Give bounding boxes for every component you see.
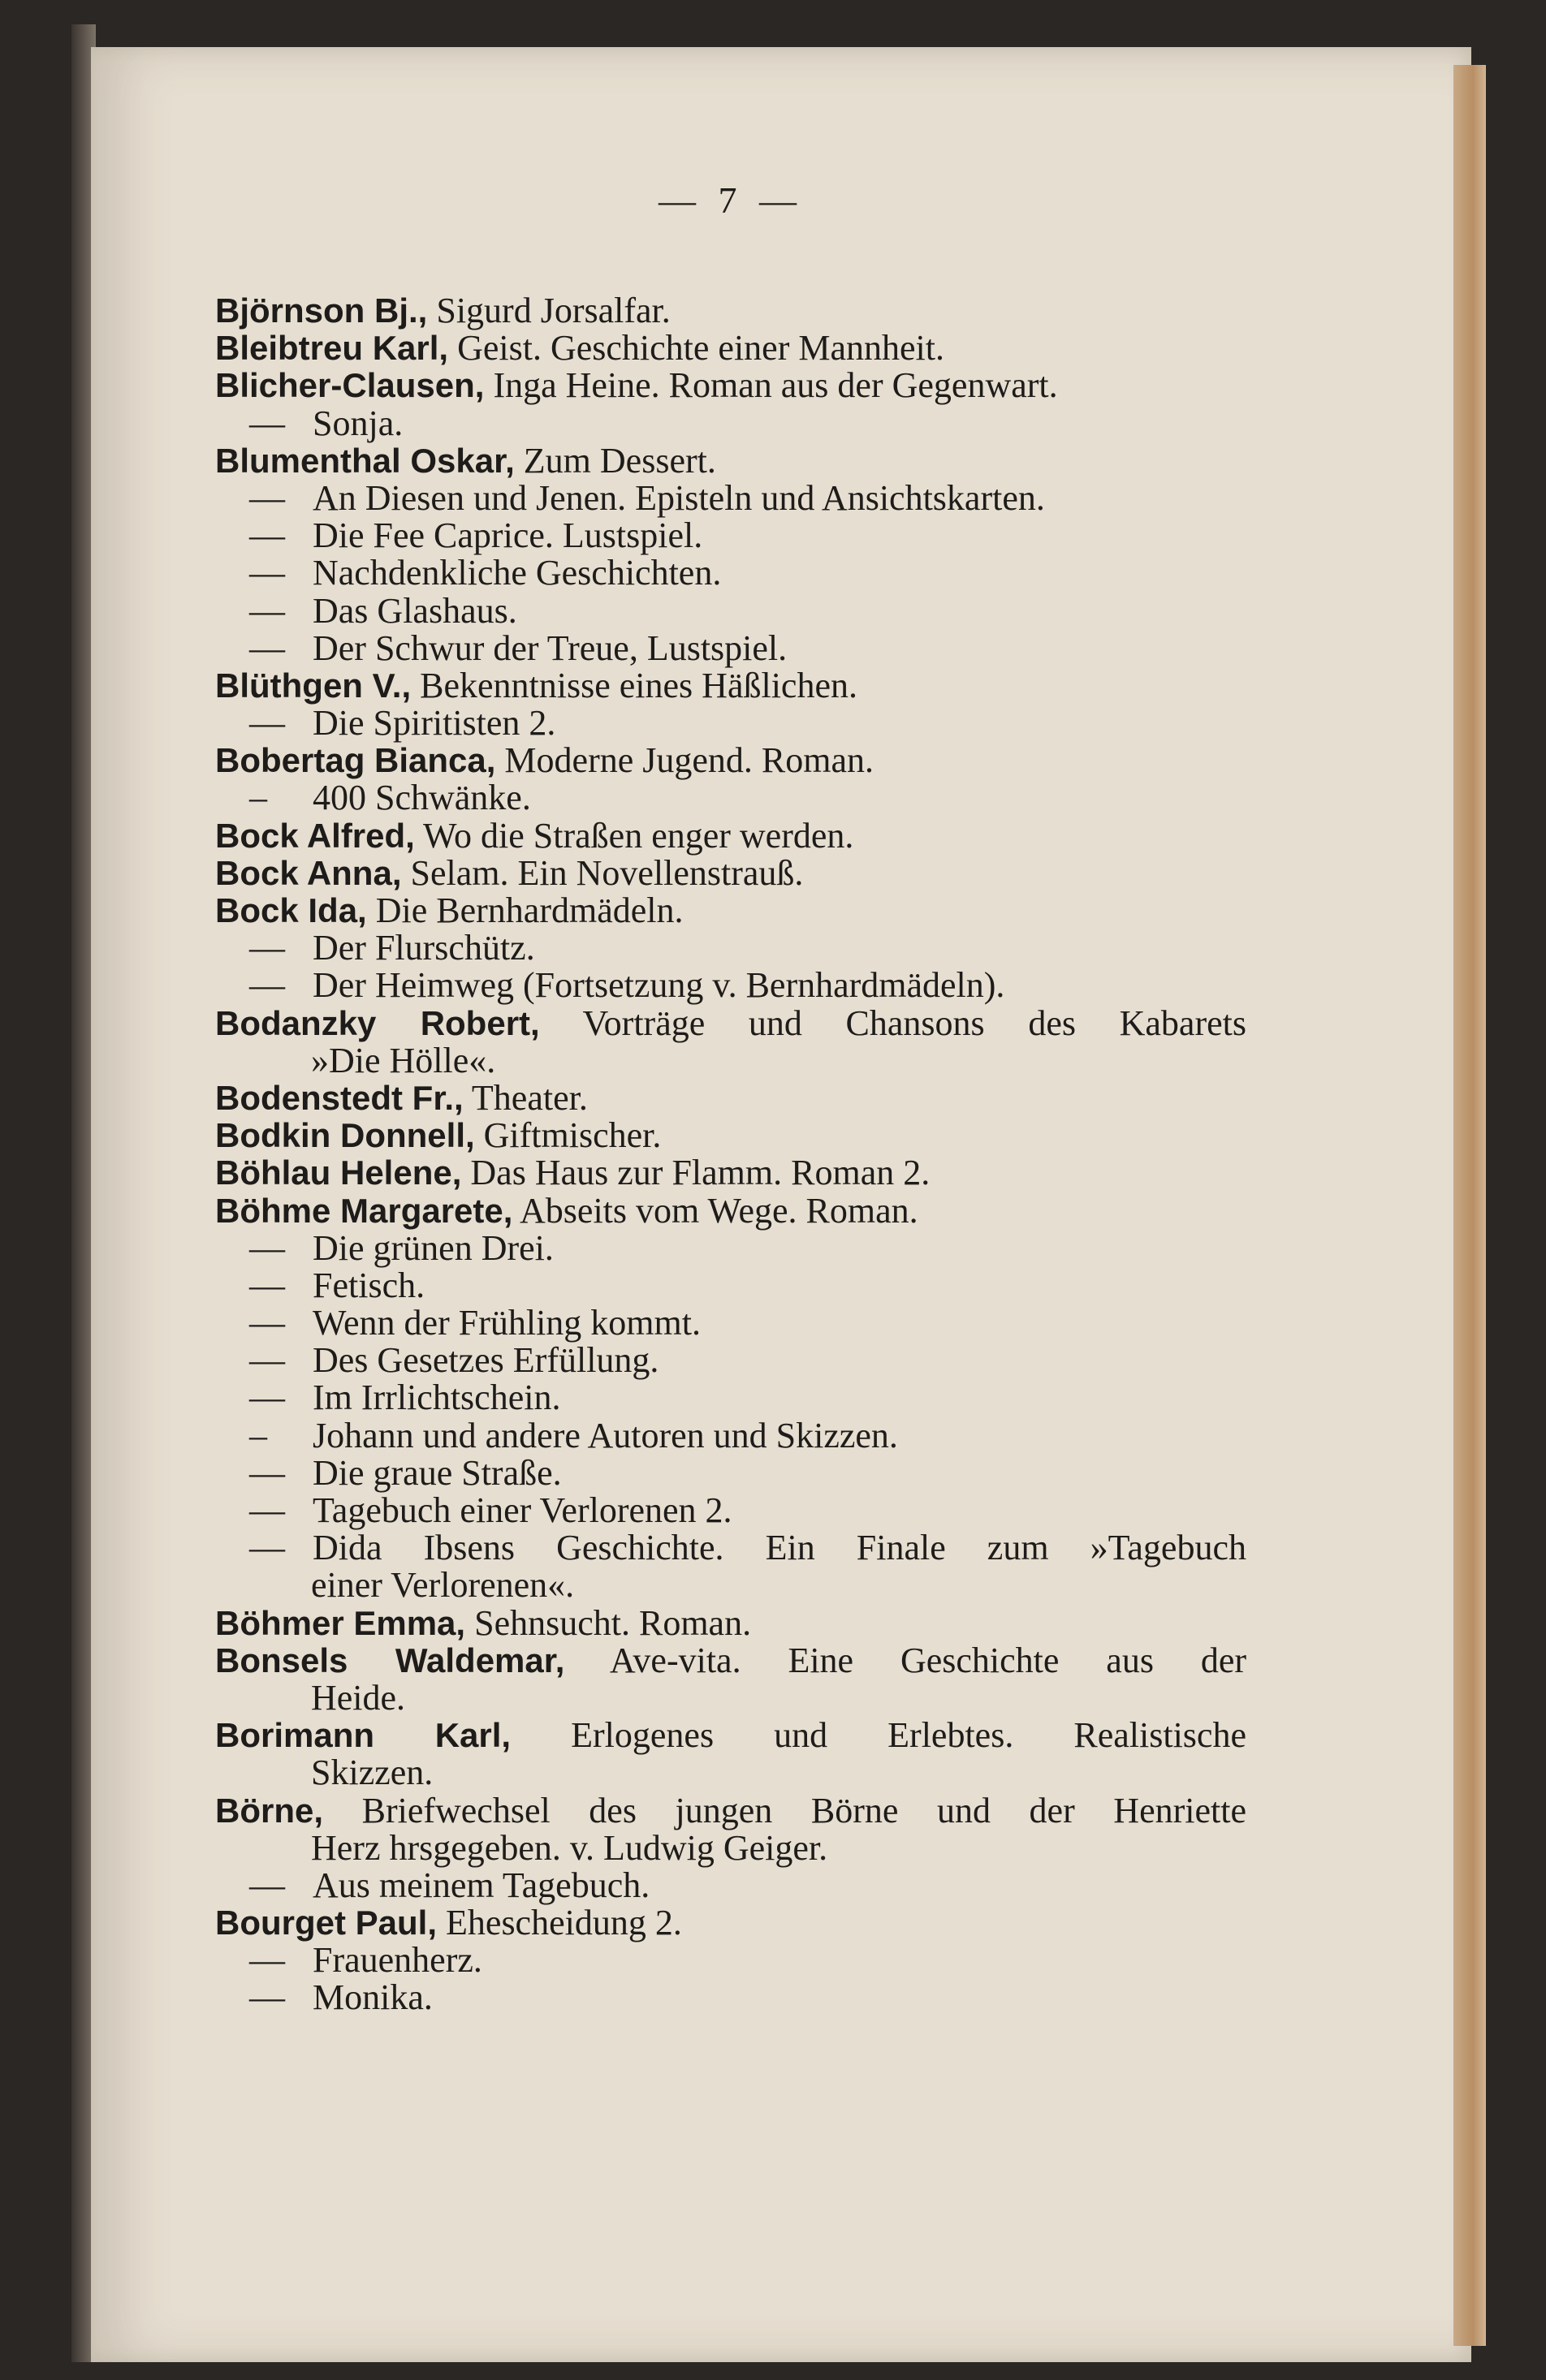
bibliography-entry [215,590,1246,631]
bibliography-entry [215,892,1246,929]
author-name: Bock Alfred, [215,816,415,855]
bibliography-entry [215,477,1246,518]
work-title: Moderne Jugend. Roman. [495,740,874,781]
work-title: Der Schwur der Treue, Lustspiel. [313,627,788,668]
ditto-dash: — [249,1940,285,1981]
bibliography-entry [215,1529,1246,1567]
bibliography-entry [215,442,1246,480]
author-name: Böhmer Emma, [215,1603,466,1642]
work-title: Der Flurschütz. [313,928,535,968]
work-title: Monika. [313,1977,433,2018]
ditto-dash: — [249,515,285,556]
work-title: Die Spiritisten 2. [313,703,556,744]
work-title: Ave-vita. Eine Geschichte aus der [564,1640,1246,1680]
work-title: Fetisch. [313,1265,425,1305]
bibliography-entry [215,1154,1246,1192]
bibliography-entry [215,1904,1246,1942]
bibliography-entry [215,1602,1246,1643]
work-title: Die Fee Caprice. Lustspiel. [313,515,703,556]
ditto-dash: — [249,1865,285,1905]
bibliography-list [215,292,1246,2017]
bibliography-entry [215,330,1246,367]
work-title: Inga Heine. Roman aus der Gegenwart. [484,365,1058,406]
bibliography-entry [215,852,1246,893]
bibliography-entry [215,667,1246,705]
work-title: Das Haus zur Flamm. Roman 2. [461,1153,931,1193]
ditto-dash: — [249,928,285,968]
bibliography-entry [215,1979,1246,2016]
bibliography-entry [215,1077,1246,1118]
bibliography-entry: einer Verlorenen«. [311,1565,575,1606]
ditto-dash: — [249,553,285,593]
bibliography-entry [215,1717,1246,1754]
bibliography-entry [215,1379,1246,1416]
bibliography-entry [215,1792,1246,1830]
ditto-dash: — [249,1303,285,1343]
work-title: Der Heimweg (Fortsetzung v. Bernhardmädeln). [313,965,1005,1006]
bibliography-entry [215,405,1246,442]
work-title: Giftmischer. [474,1115,662,1156]
author-name: Bourget Paul, [215,1904,438,1942]
work-title: Johann und andere Autoren und Skizzen. [313,1415,898,1455]
work-title: Die grünen Drei. [313,1227,554,1268]
work-title: An Diesen und Jenen. Episteln und Ansichtskarten. [313,477,1045,518]
bibliography-entry [215,1867,1246,1904]
author-name: Bodanzky Robert, [215,1003,540,1042]
ditto-dash: — [249,1340,285,1381]
work-title: Sehnsucht. Roman. [465,1602,752,1643]
work-title: Geist. Geschichte einer Mannheit. [448,328,944,369]
work-title: Wenn der Frühling kommt. [313,1303,701,1343]
ditto-dash: — [249,590,285,631]
ditto-dash: – [249,778,267,818]
bibliography-entry [215,517,1246,554]
ditto-dash: — [249,403,285,443]
bibliography-entry [215,554,1246,592]
ditto-dash: — [249,1528,285,1568]
author-name: Borimann Karl, [215,1716,512,1755]
bibliography-entry [215,367,1246,404]
author-name: Blüthgen V., [215,666,412,705]
work-title: Dida Ibsens Geschichte. Ein Finale zum »Tagebuch [313,1528,1246,1568]
ditto-dash: — [249,477,285,518]
bibliography-entry [215,1642,1246,1679]
bibliography-entry [215,817,1246,855]
work-title: Sigurd Jorsalfar. [427,291,671,330]
work-title: Briefwechsel des jungen Börne und der Henriette [323,1790,1246,1830]
bibliography-entry [215,1227,1246,1268]
bibliography-entry [215,1192,1246,1230]
work-title: Abseits vom Wege. Roman. [512,1190,918,1231]
ditto-dash: – [249,1415,267,1455]
work-title: Das Glashaus. [313,590,517,631]
author-name: Blicher-Clausen, [215,366,485,405]
bibliography-entry [215,742,1246,779]
bibliography-entry [215,779,1246,817]
author-name: Bock Ida, [215,891,367,929]
author-name: Björnson Bj., [215,291,428,330]
work-title: Sonja. [313,403,404,443]
work-title: Ehescheidung 2. [437,1903,682,1943]
work-title: 400 Schwänke. [313,778,531,818]
author-name: Bock Anna, [215,853,402,892]
ditto-dash: — [249,1977,285,2018]
bibliography-entry [215,1117,1246,1154]
work-title: Selam. Ein Novellenstrauß. [401,852,804,893]
ditto-dash: — [249,1490,285,1530]
ditto-dash: — [249,1227,285,1268]
author-name: Bodkin Donnell, [215,1116,475,1155]
bibliography-entry [215,1942,1246,1979]
bibliography-entry [215,1267,1246,1304]
bibliography-entry: »Die Hölle«. [311,1040,496,1080]
work-title: Wo die Straßen enger werden. [414,815,854,856]
bibliography-entry: Heide. [311,1677,406,1718]
bibliography-entry [215,929,1246,967]
work-title: Vorträge und Chansons des Kabarets [539,1002,1246,1043]
work-title: Erlogenes und Erlebtes. Realistische [511,1715,1246,1756]
author-name: Böhme Margarete, [215,1191,513,1230]
bibliography-entry [215,292,1246,330]
ditto-dash: — [249,1378,285,1418]
work-title: Theater. [463,1077,588,1118]
page-number: — 7 — [659,179,803,221]
work-title: Die Bernhardmädeln. [366,890,684,930]
author-name: Bonsels Waldemar, [215,1641,565,1679]
work-title: Aus meinem Tagebuch. [313,1865,650,1905]
author-name: Bleibtreu Karl, [215,329,449,368]
work-title: Bekenntnisse eines Häßlichen. [411,665,857,705]
author-name: Böhlau Helene, [215,1153,462,1192]
bibliography-entry [215,1342,1246,1379]
work-title: Frauenherz. [313,1940,482,1981]
bibliography-entry [215,1002,1246,1043]
ditto-dash: — [249,1452,285,1493]
work-title: Im Irrlichtschein. [313,1378,561,1418]
bibliography-entry: Skizzen. [311,1753,434,1793]
ditto-dash: — [249,1265,285,1305]
work-title: Zum Dessert. [514,440,716,481]
bibliography-entry [215,1452,1246,1493]
ditto-dash: — [249,965,285,1006]
author-name: Börne, [215,1791,324,1830]
author-name: Bodenstedt Fr., [215,1078,464,1117]
page-edges [1453,65,1486,2346]
work-title: Tagebuch einer Verlorenen 2. [313,1490,732,1530]
bibliography-entry [215,1417,1246,1455]
bibliography-entry [215,627,1246,668]
bibliography-entry [215,1492,1246,1529]
work-title: Die graue Straße. [313,1452,562,1493]
bibliography-entry: Herz hrsgegeben. v. Ludwig Geiger. [311,1827,828,1868]
author-name: Blumenthal Oskar, [215,441,515,480]
work-title: Nachdenkliche Geschichten. [313,553,722,593]
work-title: Des Gesetzes Erfüllung. [313,1340,659,1381]
ditto-dash: — [249,627,285,668]
bibliography-entry [215,1304,1246,1342]
ditto-dash: — [249,703,285,744]
bibliography-entry [215,705,1246,742]
bibliography-entry [215,967,1246,1004]
author-name: Bobertag Bianca, [215,741,496,780]
